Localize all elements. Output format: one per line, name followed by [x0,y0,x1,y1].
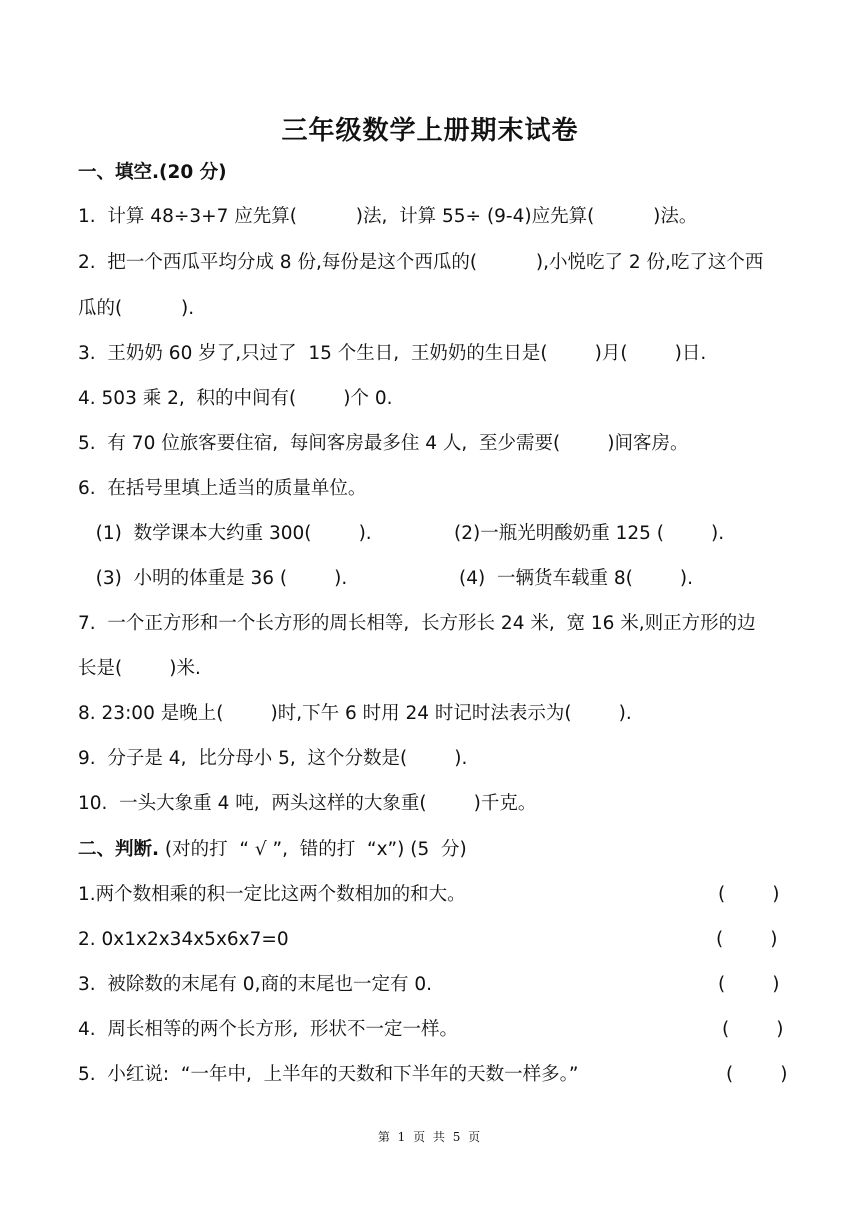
question-4: 4. 503 乘 2, 积的中间有( )个 0. [78,388,393,409]
section2-title: 二、判断. [78,839,160,860]
section2-heading [78,837,467,863]
question-9: 9. 分子是 4, 比分母小 5, 这个分数是( ). [78,748,468,769]
question-6-row1: (1) 数学课本大约重 300( ). (2)一瓶光明酸奶重 125 ( ). [78,523,725,544]
page-title: 三年级数学上册期末试卷 [281,116,579,146]
question-3: 3. 王奶奶 60 岁了,只过了 15 个生日, 王奶奶的生日是( )月( )日. [78,343,707,364]
question-6-row2: (3) 小明的体重是 36 ( ). (4) 一辆货车载重 8( ). [78,568,693,589]
section1-heading: 一、填空.(20 分) [78,162,227,183]
judge-answer-box-2[interactable]: ( ) [716,929,778,950]
question-1: 1. 计算 48÷3+7 应先算( )法, 计算 55÷ (9-4)应先算( )法。 [78,206,698,227]
judge-item-4: 4. 周长相等的两个长方形, 形状不一定一样。 [78,1019,459,1040]
question-2-cont: 瓜的( ). [78,298,195,319]
question-2: 2. 把一个西瓜平均分成 8 份,每份是这个西瓜的( ),小悦吃了 2 份,吃了这个西 [78,252,764,273]
page-footer: 第 1 页 共 5 页 [377,1130,483,1144]
section2-instructions: (对的打 “ √ ”, 错的打 “x”) (5 分) [159,839,467,860]
question-8: 8. 23:00 是晚上( )时,下午 6 时用 24 时记时法表示为( ). [78,703,632,724]
judge-item-2: 2. 0x1x2x34x5x6x7=0 [78,929,289,950]
judge-answer-box-3[interactable]: ( ) [718,974,780,995]
judge-answer-box-1[interactable]: ( ) [718,884,780,905]
question-6: 6. 在括号里填上适当的质量单位。 [78,478,367,499]
question-10: 10. 一头大象重 4 吨, 两头这样的大象重( )千克。 [78,793,537,814]
judge-item-1: 1.两个数相乘的积一定比这两个数相加的和大。 [78,884,466,905]
question-7: 7. 一个正方形和一个长方形的周长相等, 长方形长 24 米, 宽 16 米,则正方形的边 [78,613,756,634]
judge-answer-box-4[interactable]: ( ) [722,1019,784,1040]
judge-item-3: 3. 被除数的末尾有 0,商的末尾也一定有 0. [78,974,432,995]
judge-answer-box-5[interactable]: ( ) [726,1064,788,1085]
question-7-cont: 长是( )米. [78,658,201,679]
judge-item-5: 5. 小红说: “一年中, 上半年的天数和下半年的天数一样多。” [78,1064,579,1085]
question-5: 5. 有 70 位旅客要住宿, 每间客房最多住 4 人, 至少需要( )间客房。 [78,433,689,454]
